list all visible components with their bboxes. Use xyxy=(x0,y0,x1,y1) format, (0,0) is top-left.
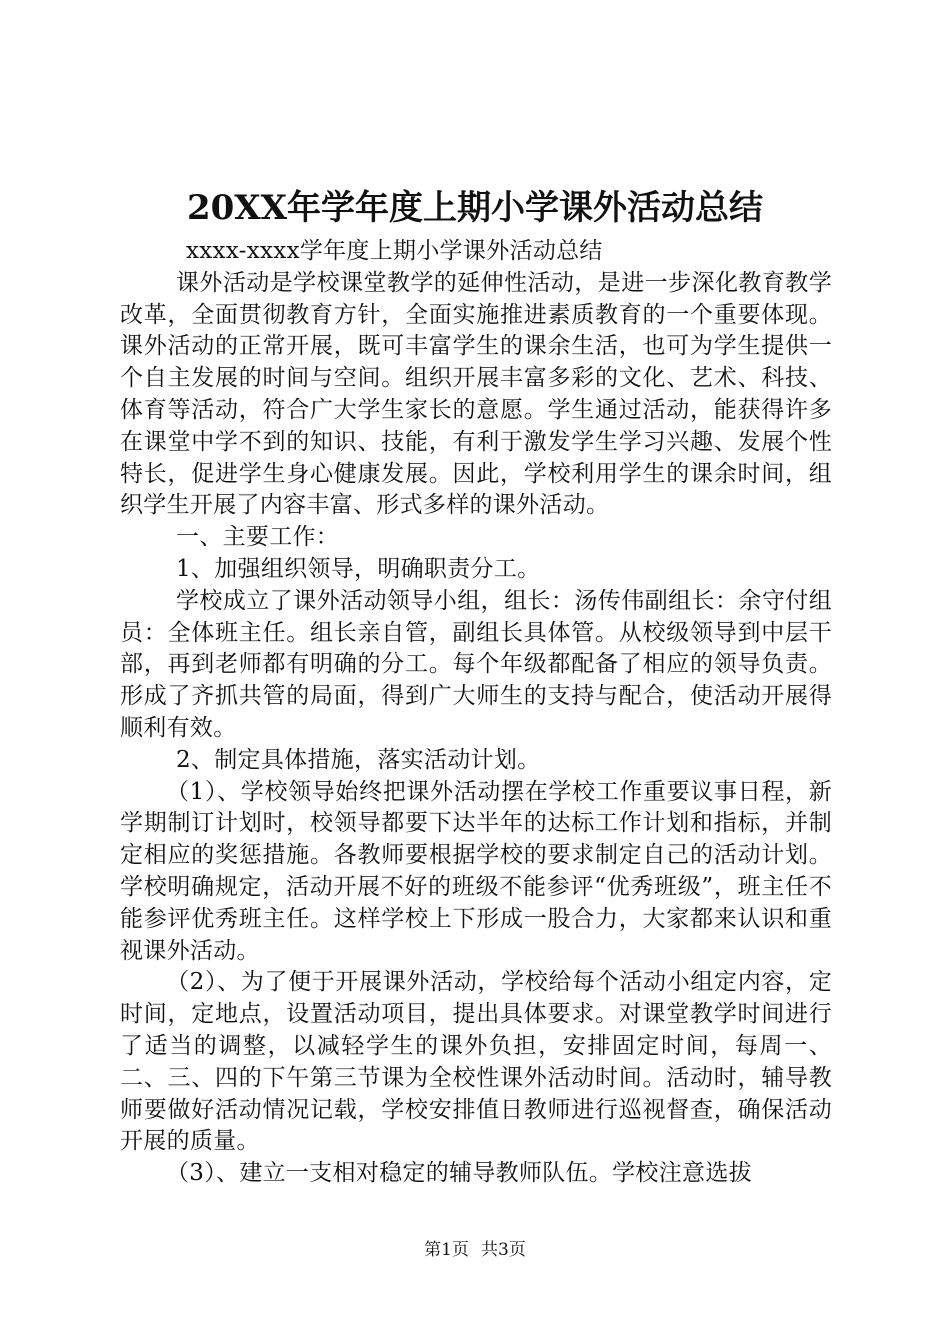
subheading-organization: 1、加强组织领导，明确职责分工。 xyxy=(176,555,541,582)
document-title: 20XX年学年度上期小学课外活动总结 xyxy=(186,188,764,228)
paragraph-measure-3: （3）、建立一支相对稳定的辅导教师队伍。学校注意选拔 xyxy=(166,1160,752,1187)
page-footer xyxy=(0,1238,950,1262)
paragraph-intro: 课外活动是学校课堂教学的延伸性活动，是进一步深化教育教学改革，全面贯彻教育方针，全面实施推进素质教育的一个重要体现。课外活动的正常开展，既可丰富学生的课余生活，也可为学生提供一个自主发展的时间与空间。组织开展丰富多彩的文化、艺术、科技、体育等活动，符合广大学生家长的意愿。学生通过活动，能获得许多在课堂中学不到的知识、技能，有利于激发学生学习兴趣、发展个性特长，促进学生身心健康发展。因此，学校利用学生的课余时间，组织学生开展了内容丰富、形式多样的课外活动。 xyxy=(120,269,832,519)
paragraph-organization: 学校成立了课外活动领导小组，组长：汤传伟副组长：余守付组员：全体班主任。组长亲自管，副组长具体管。从校级领导到中层干部，再到老师都有明确的分工。每个年级都配备了相应的领导负责。形成了齐抓共管的局面，得到广大师生的支持与配合，使活动开展得顺利有效。 xyxy=(120,587,832,741)
paragraph-measure-1: （1）、学校领导始终把课外活动摆在学校工作重要议事日程，新学期制订计划时，校领导都要下达半年的达标工作计划和指标，并制定相应的奖惩措施。各教师要根据学校的要求制定自己的活动计划。学校明确规定，活动开展不好的班级不能参评“优秀班级”，班主任不能参评优秀班主任。这样学校上下形成一股合力，大家都来认识和重视课外活动。 xyxy=(120,778,832,964)
section-heading-main-work: 一、主要工作： xyxy=(176,524,340,551)
page-total: 共3页 xyxy=(481,1240,526,1260)
paragraph-measure-2: （2）、为了便于开展课外活动，学校给每个活动小组定内容，定时间，定地点，设置活动项目，提出具体要求。对课堂教学时间进行了适当的调整，以减轻学生的课外负担，安排固定时间，每周一、二、三、四的下午第三节课为全校性课外活动时间。活动时，辅导教师要做好活动情况记载，学校安排值日教师进行巡视督查，确保活动开展的质量。 xyxy=(120,969,832,1155)
document-subtitle: xxxx-xxxx学年度上期小学课外活动总结 xyxy=(186,238,603,264)
subheading-measures: 2、制定具体措施，落实活动计划。 xyxy=(176,746,541,773)
document-body xyxy=(120,236,832,1190)
page-number: 第1页 xyxy=(424,1240,469,1260)
